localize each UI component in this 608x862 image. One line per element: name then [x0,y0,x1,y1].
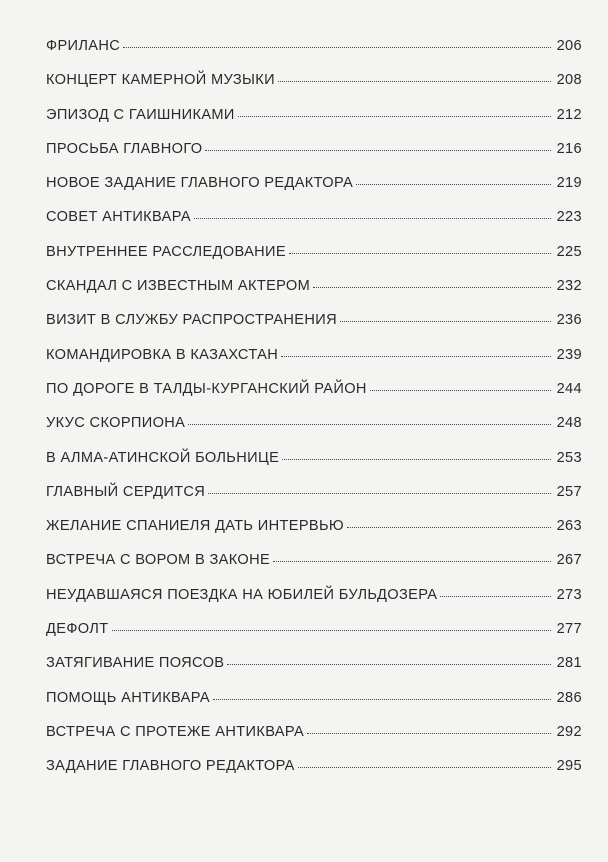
dot-leader [307,733,551,734]
toc-entry [46,278,582,312]
dot-leader [188,424,551,425]
dot-leader [356,184,551,185]
dot-leader [340,321,551,322]
toc-entry [46,107,582,141]
dot-leader [273,561,551,562]
toc-entry-title: ВСТРЕЧА С ВОРОМ В ЗАКОНЕ [46,552,271,569]
toc-entry-title: ПО ДОРОГЕ В ТАЛДЫ-КУРГАНСКИЙ РАЙОН [46,380,367,397]
toc-entry-title: ПРОСЬБА ГЛАВНОГО [46,140,203,157]
toc-entry [46,141,582,175]
dot-leader [208,493,551,494]
toc-entry [46,655,582,689]
dot-leader [227,664,551,665]
toc-entry [46,484,582,518]
toc-entry-title: КОМАНДИРОВКА В КАЗАХСТАН [46,346,279,363]
toc-entry-title: ВИЗИТ В СЛУЖБУ РАСПРОСТРАНЕНИЯ [46,312,337,329]
toc-entry [46,415,582,449]
toc-entry-page: 216 [556,140,582,157]
dot-leader [112,630,552,631]
toc-entry-page: 273 [556,586,582,603]
table-of-contents [46,38,582,793]
toc-entry-title: ЖЕЛАНИЕ СПАНИЕЛЯ ДАТЬ ИНТЕРВЬЮ [46,518,345,535]
toc-entry-title: СОВЕТ АНТИКВАРА [46,209,191,226]
dot-leader [347,527,551,528]
toc-entry-title: КОНЦЕРТ КАМЕРНОЙ МУЗЫКИ [46,72,275,89]
toc-entry-page: 206 [556,38,582,54]
dot-leader [238,116,551,117]
toc-entry [46,587,582,621]
toc-entry-page: 223 [556,209,582,226]
toc-entry [46,552,582,586]
dot-leader [298,767,551,768]
toc-entry [46,175,582,209]
toc-entry-title: ПОМОЩЬ АНТИКВАРА [46,689,210,706]
toc-entry [46,347,582,381]
dot-leader [313,287,551,288]
toc-entry [46,312,582,346]
toc-entry-page: 263 [556,518,582,535]
dot-leader [281,356,551,357]
toc-entry-title: НЕУДАВШАЯСЯ ПОЕЗДКА НА ЮБИЛЕЙ БУЛЬДОЗЕРА [46,586,438,603]
toc-entry [46,450,582,484]
toc-entry [46,381,582,415]
dot-leader [282,459,551,460]
toc-entry-title: В АЛМА-АТИНСКОЙ БОЛЬНИЦЕ [46,449,280,466]
toc-entry-title: ЗАДАНИЕ ГЛАВНОГО РЕДАКТОРА [46,758,295,775]
toc-entry-page: 248 [556,415,582,432]
toc-entry [46,690,582,724]
toc-entry [46,38,582,72]
toc-entry-page: 286 [556,689,582,706]
toc-entry [46,518,582,552]
dot-leader [440,596,551,597]
toc-entry-title: ДЕФОЛТ [46,621,109,638]
toc-entry-title: СКАНДАЛ С ИЗВЕСТНЫМ АКТЕРОМ [46,278,311,295]
toc-entry-page: 236 [556,312,582,329]
toc-entry [46,209,582,243]
toc-entry-page: 281 [556,655,582,672]
toc-entry [46,72,582,106]
toc-entry-page: 239 [556,346,582,363]
toc-entry-page: 277 [556,621,582,638]
toc-entry-page: 292 [556,723,582,740]
toc-entry-title: НОВОЕ ЗАДАНИЕ ГЛАВНОГО РЕДАКТОРА [46,175,354,192]
toc-entry-page: 253 [556,449,582,466]
toc-entry [46,758,582,792]
toc-entry-page: 212 [556,106,582,123]
toc-entry-title: ЗАТЯГИВАНИЕ ПОЯСОВ [46,655,225,672]
toc-entry-title: ЭПИЗОД С ГАИШНИКАМИ [46,106,235,123]
dot-leader [205,150,551,151]
toc-entry-title: ВНУТРЕННЕЕ РАССЛЕДОВАНИЕ [46,243,286,260]
toc-entry-page: 295 [556,758,582,775]
toc-entry-page: 267 [556,552,582,569]
toc-entry-page: 208 [556,72,582,89]
toc-entry [46,724,582,758]
toc-entry-title: ФРИЛАНС [46,38,121,54]
toc-entry-page: 219 [556,175,582,192]
dot-leader [278,81,551,82]
toc-entry-title: ГЛАВНЫЙ СЕРДИТСЯ [46,483,206,500]
toc-entry [46,244,582,278]
dot-leader [123,47,551,48]
toc-entry-page: 257 [556,483,582,500]
toc-entry-title: ВСТРЕЧА С ПРОТЕЖЕ АНТИКВАРА [46,723,305,740]
toc-entry-page: 244 [556,380,582,397]
toc-entry-page: 232 [556,278,582,295]
toc-entry-title: УКУС СКОРПИОНА [46,415,186,432]
dot-leader [289,253,551,254]
dot-leader [370,390,551,391]
dot-leader [194,218,551,219]
toc-entry [46,621,582,655]
toc-entry-page: 225 [556,243,582,260]
dot-leader [213,699,551,700]
